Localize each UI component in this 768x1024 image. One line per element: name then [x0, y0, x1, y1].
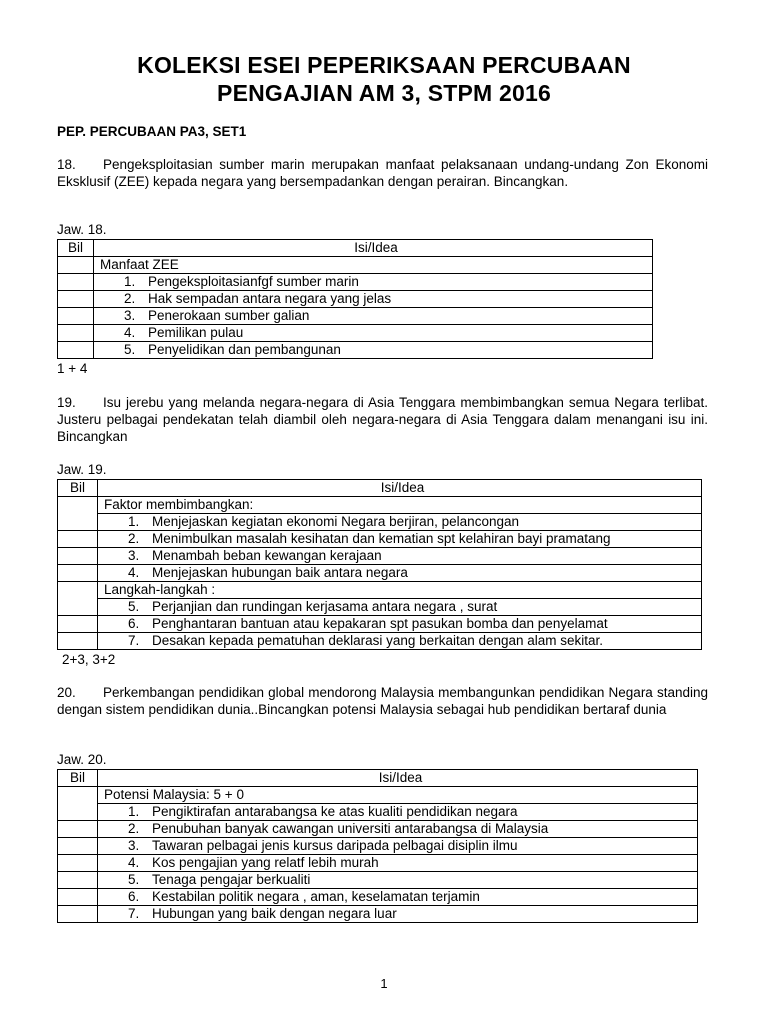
section-label: PEP. PERCUBAAN PA3, SET1 — [57, 124, 247, 139]
question-text: Isu jerebu yang melanda negara-negara di Asia Tenggara membimbangkan semua Negara terlibat. Justeru pelbagai pendekatan telah diambil oleh negara-negara di Asia Tenggara dalam menangani isu ini. Bincangkan — [57, 395, 708, 444]
answer-label-19: Jaw. 19. — [57, 462, 107, 477]
question-number: 20. — [57, 685, 76, 700]
column-header-idea: Isi/Idea — [94, 240, 653, 257]
table-row: 3. Menambah beban kewangan kerajaan — [98, 548, 702, 565]
column-header-idea: Isi/Idea — [98, 770, 698, 787]
answer-label-20: Jaw. 20. — [57, 752, 107, 767]
marks-19: 2+3, 3+2 — [62, 652, 116, 667]
group-heading: Faktor membimbangkan: — [98, 497, 702, 514]
answer-table-20 — [57, 769, 698, 923]
marks-18: 1 + 4 — [57, 361, 88, 376]
table-row: 5. Penyelidikan dan pembangunan — [94, 342, 653, 359]
table-row: 1. Menjejaskan kegiatan ekonomi Negara berjiran, pelancongan — [98, 514, 702, 531]
table-row: 3. Penerokaan sumber galian — [94, 308, 653, 325]
question-19 — [57, 394, 708, 445]
table-row: 3. Tawaran pelbagai jenis kursus daripada pelbagai disiplin ilmu — [98, 838, 698, 855]
group-heading: Langkah-langkah : — [98, 582, 702, 599]
table-row: 1. Pengiktirafan antarabangsa ke atas kualiti pendidikan negara — [98, 804, 698, 821]
answer-table-19 — [57, 479, 702, 650]
group-heading: Potensi Malaysia: 5 + 0 — [98, 787, 698, 804]
column-header-idea: Isi/Idea — [98, 480, 702, 497]
answer-label-18: Jaw. 18. — [57, 222, 107, 237]
column-header-bil: Bil — [58, 770, 98, 787]
group-heading: Manfaat ZEE — [94, 257, 653, 274]
answer-table-18 — [57, 239, 653, 359]
table-row: 2. Hak sempadan antara negara yang jelas — [94, 291, 653, 308]
page-number: 1 — [380, 976, 388, 991]
table-row: 1. Pengeksploitasianfgf sumber marin — [94, 274, 653, 291]
document-title-line1: KOLEKSI ESEI PEPERIKSAAN PERCUBAAN — [137, 52, 631, 78]
table-row: 2. Penubuhan banyak cawangan universiti antarabangsa di Malaysia — [98, 821, 698, 838]
table-row: 4. Pemilikan pulau — [94, 325, 653, 342]
table-row: 4. Menjejaskan hubungan baik antara negara — [98, 565, 702, 582]
table-row: 6. Penghantaran bantuan atau kepakaran spt pasukan bomba dan penyelamat — [98, 616, 702, 633]
column-header-bil: Bil — [58, 480, 98, 497]
table-row: 4. Kos pengajian yang relatf lebih murah — [98, 855, 698, 872]
table-row: 2. Menimbulkan masalah kesihatan dan kematian spt kelahiran bayi pramatang — [98, 531, 702, 548]
table-row: 5. Perjanjian dan rundingan kerjasama antara negara , surat — [98, 599, 702, 616]
question-18 — [57, 156, 708, 190]
question-text: Perkembangan pendidikan global mendorong Malaysia membangunkan pendidikan Negara standing dengan sistem pendidikan dunia..Bincangkan potensi Malaysia sebagai hub pendidikan bertaraf dunia — [57, 685, 708, 717]
document-title-line2: PENGAJIAN AM 3, STPM 2016 — [217, 80, 551, 106]
table-row: 7. Hubungan yang baik dengan negara luar — [98, 906, 698, 923]
question-number: 18. — [57, 157, 76, 172]
question-20 — [57, 684, 708, 718]
question-number: 19. — [57, 395, 76, 410]
table-row: 5. Tenaga pengajar berkualiti — [98, 872, 698, 889]
table-row: 6. Kestabilan politik negara , aman, keselamatan terjamin — [98, 889, 698, 906]
question-text: Pengeksploitasian sumber marin merupakan manfaat pelaksanaan undang-undang Zon Ekonomi Eksklusif (ZEE) kepada negara yang bersempadankan dengan perairan. Bincangkan. — [57, 157, 708, 189]
column-header-bil: Bil — [58, 240, 94, 257]
table-row: 7. Desakan kepada pematuhan deklarasi yang berkaitan dengan alam sekitar. — [98, 633, 702, 650]
